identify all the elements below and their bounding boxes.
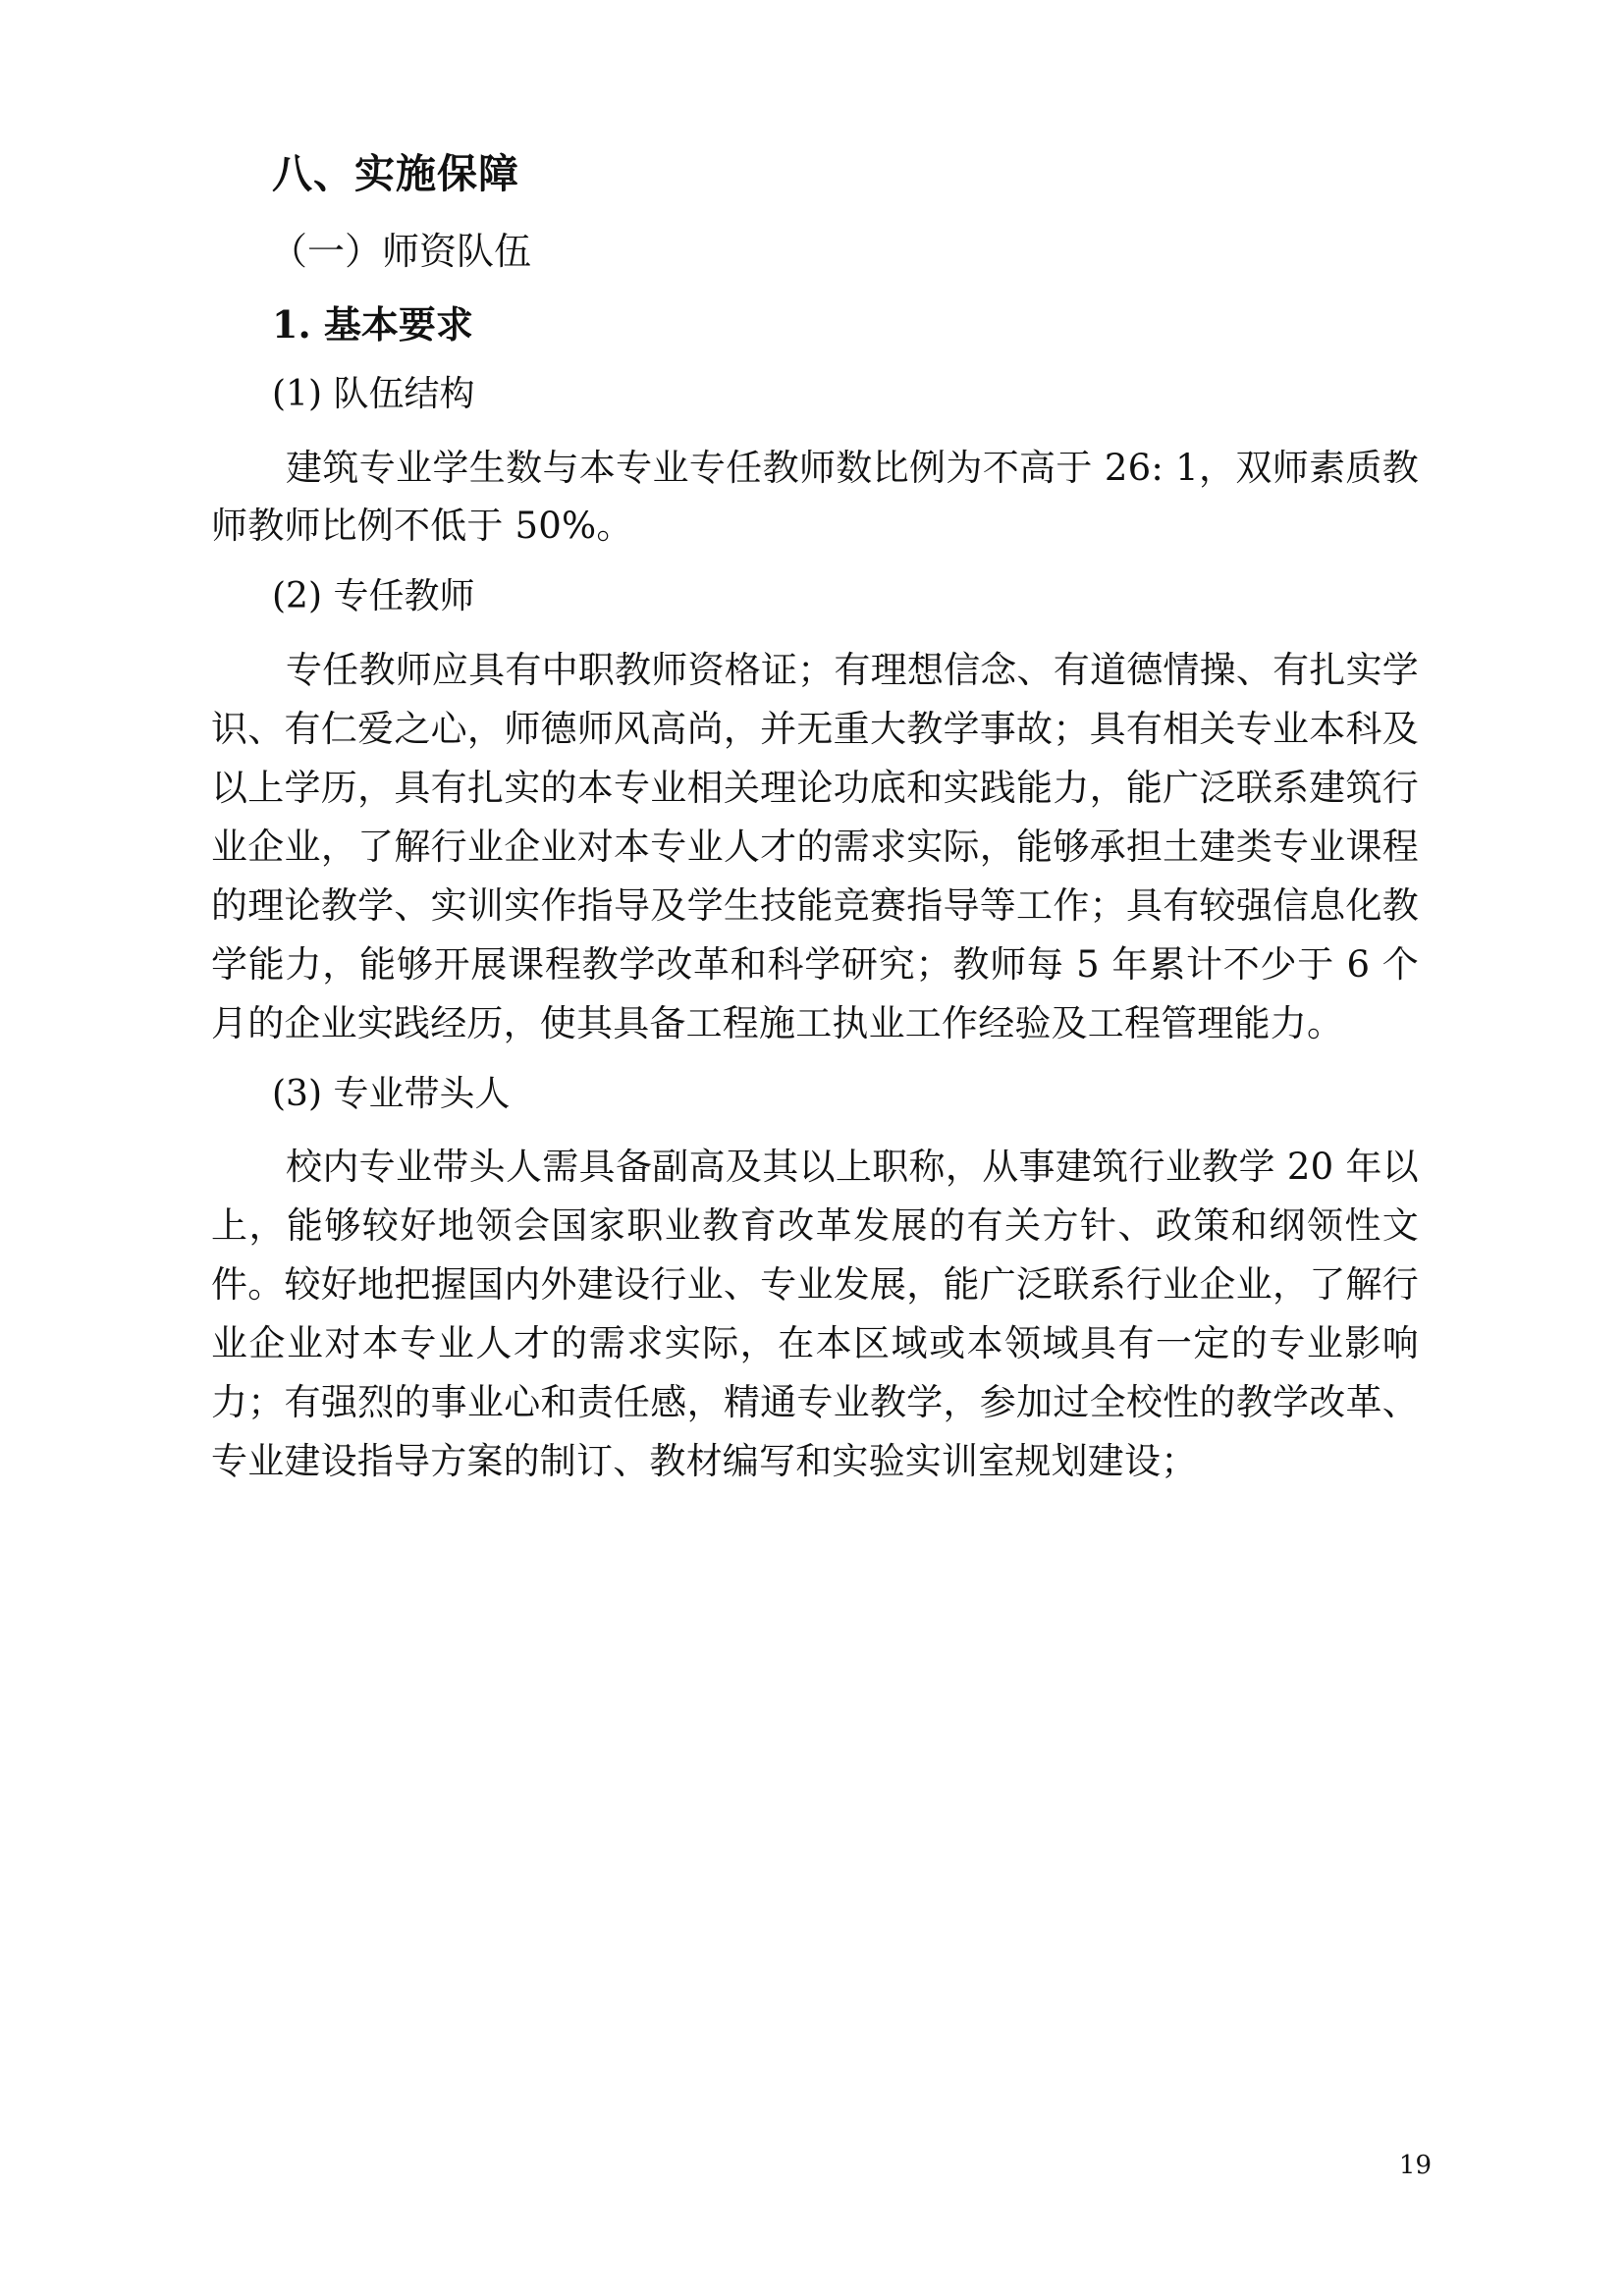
block1-paragraph: 建筑专业学生数与本专业专任教师数比例为不高于 26: 1，双师素质教师教师比例不低于 50%。 [211, 446, 1419, 548]
item-heading: 1. 基本要求 [272, 301, 473, 347]
section-heading: 八、实施保障 [272, 150, 519, 197]
document-body [211, 147, 1419, 1491]
block3-paragraph: 校内专业带头人需具备副高及其以上职称，从事建筑行业教学 20 年以上，能够较好地领会国家职业教育改革发展的有关方针、政策和纲领性文件。较好地把握国内外建设行业、专业发展，能广泛联系行业企业，了解行业企业对本专业人才的需求实际，在本区域或本领域具有一定的专业影响力；有强烈的事业心和责任感，精通专业教学，参加过全校性的教学改革、专业建设指导方案的制订、教材编写和实验实训室规划建设； [211, 1146, 1419, 1482]
subsection-heading: （一）师资队伍 [270, 230, 532, 274]
block3-label: (3) 专业带头人 [272, 1073, 511, 1114]
block2-paragraph: 专任教师应具有中职教师资格证；有理想信念、有道德情操、有扎实学识、有仁爱之心，师德师风高尚，并无重大教学事故；具有相关专业本科及以上学历，具有扎实的本专业相关理论功底和实践能力，能广泛联系建筑行业企业，了解行业企业对本专业人才的需求实际，能够承担土建类专业课程的理论教学、实训实作指导及学生技能竞赛指导等工作；具有较强信息化教学能力，能够开展课程教学改革和科学研究；教师每 5 年累计不少于 6 个月的企业实践经历，使其具备工程施工执业工作经验及工程管理能力。 [211, 649, 1419, 1044]
block1-label: (1) 队伍结构 [272, 373, 475, 414]
page-number: 19 [1398, 2151, 1432, 2180]
block2-label: (2) 专任教师 [272, 576, 475, 617]
